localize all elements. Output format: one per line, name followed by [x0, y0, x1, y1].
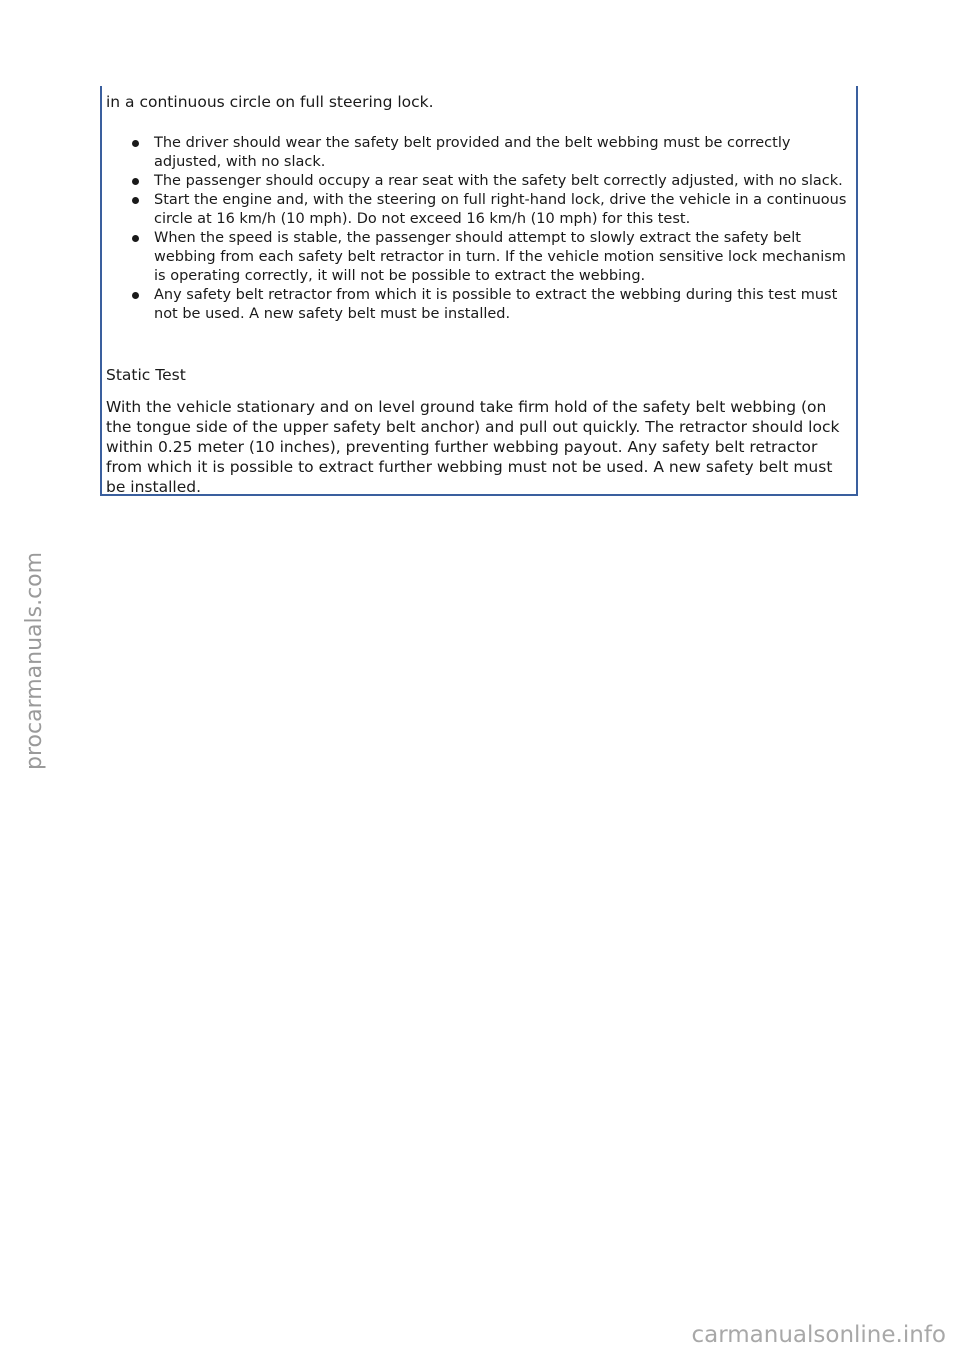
section-heading-static-test: Static Test — [106, 366, 186, 384]
intro-text: in a continuous circle on full steering lock. — [106, 93, 434, 111]
content-box — [100, 86, 858, 496]
list-item-text: Any safety belt retractor from which it is possible to extract the webbing during this test must not be used. A new safety belt must be installed. — [154, 287, 838, 322]
list-item — [102, 172, 852, 191]
bottom-watermark: carmanualsonline.info — [691, 1322, 946, 1348]
list-item-text: Start the engine and, with the steering on full right-hand lock, drive the vehicle in a continuous circle at 16 km/h (10 mph). Do not exceed 16 km/h (10 mph) for this test. — [154, 192, 847, 227]
list-item — [102, 229, 852, 286]
static-test-paragraph: With the vehicle stationary and on level ground take firm hold of the safety belt webbing (on the tongue side of the upper safety belt anchor) and pull out quickly. The retractor should lock within 0.25 meter (10 inches), preventing further webbing payout. Any safety belt retractor from which it is possible to extract further webbing must not be used. A new safety belt must be installed. — [106, 398, 840, 496]
bullet-dot-icon — [132, 235, 139, 242]
list-item — [102, 191, 852, 229]
list-item-text: When the speed is stable, the passenger should attempt to slowly extract the safety belt webbing from each safety belt retractor in turn. If the vehicle motion sensitive lock mechanism is operating correctly, it will not be possible to extract the webbing. — [154, 230, 846, 284]
bullet-list — [102, 134, 852, 324]
bullet-dot-icon — [132, 140, 139, 147]
list-item — [102, 286, 852, 324]
list-item — [102, 134, 852, 172]
bullet-dot-icon — [132, 178, 139, 185]
bullet-dot-icon — [132, 292, 139, 299]
list-item-text: The driver should wear the safety belt provided and the belt webbing must be correctly adjusted, with no slack. — [154, 135, 791, 170]
side-watermark: procarmanuals.com — [22, 551, 47, 770]
bullet-dot-icon — [132, 197, 139, 204]
list-item-text: The passenger should occupy a rear seat with the safety belt correctly adjusted, with no slack. — [154, 173, 843, 189]
